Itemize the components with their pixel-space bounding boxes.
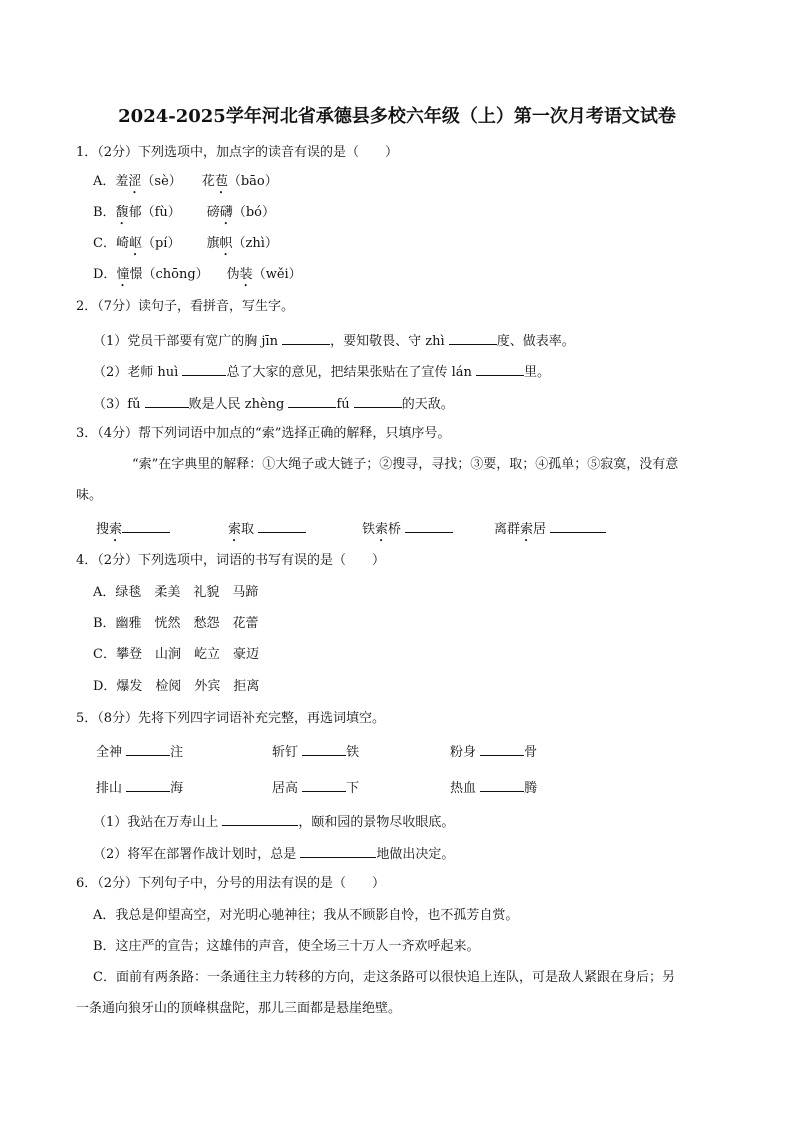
q5-sentence-2: （2）将军在部署作战计划时，总是 地做出决定。 <box>93 844 454 864</box>
q1-option-a: A．羞涩（sè） 花苞（bāo） <box>93 174 278 189</box>
answer-blank[interactable] <box>354 394 402 408</box>
answer-blank[interactable] <box>126 778 170 792</box>
answer-blank[interactable] <box>480 778 524 792</box>
q5-idiom-5: 居高 下 <box>272 778 359 798</box>
answer-blank[interactable] <box>476 362 524 376</box>
q1-stem: 1．（2分）下列选项中，加点字的读音有误的是（ ） <box>76 145 399 160</box>
q6-option-c-line-1: C．面前有两条路：一条通往主力转移的方向，走这条路可以很快追上连队，可是敌人紧跟在身后；另 <box>93 970 675 985</box>
q4-option-c: C．攀登 山涧 屹立 豪迈 <box>93 647 259 662</box>
q4-option-d: D．爆发 检阅 外宾 拒离 <box>93 679 260 694</box>
answer-blank[interactable] <box>145 394 189 408</box>
q5-stem: 5．（8分）先将下列四字词语补充完整，再选词填空。 <box>76 711 386 726</box>
answer-blank[interactable] <box>282 331 330 345</box>
answer-blank[interactable] <box>222 812 298 826</box>
q6-option-c-line-2: 一条通向狼牙山的顶峰棋盘陀，那儿三面都是悬崖绝壁。 <box>76 1001 402 1016</box>
answer-blank[interactable] <box>449 331 497 345</box>
q4-option-a: A．绿毯 柔美 礼貌 马蹄 <box>93 585 259 600</box>
q5-idiom-3: 粉身 骨 <box>450 742 537 762</box>
q3-word-1: 搜索 <box>96 519 170 545</box>
q2-line-1: （1）党员干部要有宽广的胸 jīn ，要知敬畏、守 zhì 度、做表率。 <box>93 331 575 351</box>
q5-idiom-1: 全神 注 <box>96 742 183 762</box>
answer-blank[interactable] <box>550 519 606 533</box>
q3-word-2: 索取 <box>228 519 306 545</box>
answer-blank[interactable] <box>405 519 453 533</box>
answer-blank[interactable] <box>302 778 346 792</box>
q6-stem: 6．（2分）下列句子中，分号的用法有误的是（ ） <box>76 876 386 891</box>
q2-line-3: （3）fǔ 败是人民 zhèng fú 的天敌。 <box>93 394 454 414</box>
q3-definition-line-2: 味。 <box>76 488 103 503</box>
q3-stem: 3．（4分）帮下列词语中加点的“索”选择正确的解释，只填序号。 <box>76 426 451 441</box>
q3-word-3: 铁索桥 <box>362 519 453 545</box>
answer-blank[interactable] <box>300 844 376 858</box>
answer-blank[interactable] <box>182 362 226 376</box>
q4-option-b: B．幽雅 恍然 愁怨 花蕾 <box>93 616 259 631</box>
answer-blank[interactable] <box>480 742 524 756</box>
q2-line-2: （2）老师 huì 总了大家的意见，把结果张贴在了宣传 lán 里。 <box>93 362 550 382</box>
q5-idiom-6: 热血 腾 <box>450 778 537 798</box>
q6-option-b: B．这庄严的宣告；这雄伟的声音，使全场三十万人一齐欢呼起来。 <box>93 939 480 954</box>
q3-word-4: 离群索居 <box>494 519 606 545</box>
q3-definition-line-1: “索”在字典里的解释：①大绳子或大链子；②搜寻，寻找；③要，取；④孤单；⑤寂寞，没有意 <box>132 457 679 472</box>
q4-stem: 4．（2分）下列选项中，词语的书写有误的是（ ） <box>76 553 386 568</box>
q1-option-b: B．馥郁（fù） 磅礴（bó） <box>93 205 275 220</box>
answer-blank[interactable] <box>122 519 170 533</box>
answer-blank[interactable] <box>302 742 346 756</box>
q2-stem: 2．（7分）读句子，看拼音，写生字。 <box>76 299 295 314</box>
answer-blank[interactable] <box>258 519 306 533</box>
answer-blank[interactable] <box>288 394 336 408</box>
q1-option-d: D．憧憬（chōng） 伪装（wěi） <box>93 267 302 282</box>
q1-option-c: C．崎岖（pí） 旗帜（zhì） <box>93 236 278 251</box>
page-title: 2024-2025学年河北省承德县多校六年级（上）第一次月考语文试卷 <box>118 106 676 127</box>
q5-sentence-1: （1）我站在万寿山上 ，颐和园的景物尽收眼底。 <box>93 812 454 832</box>
q5-idiom-2: 斩钉 铁 <box>272 742 359 762</box>
answer-blank[interactable] <box>126 742 170 756</box>
q5-idiom-4: 排山 海 <box>96 778 183 798</box>
q6-option-a: A．我总是仰望高空，对光明心驰神往；我从不顾影自怜，也不孤芳自赏。 <box>93 908 519 923</box>
